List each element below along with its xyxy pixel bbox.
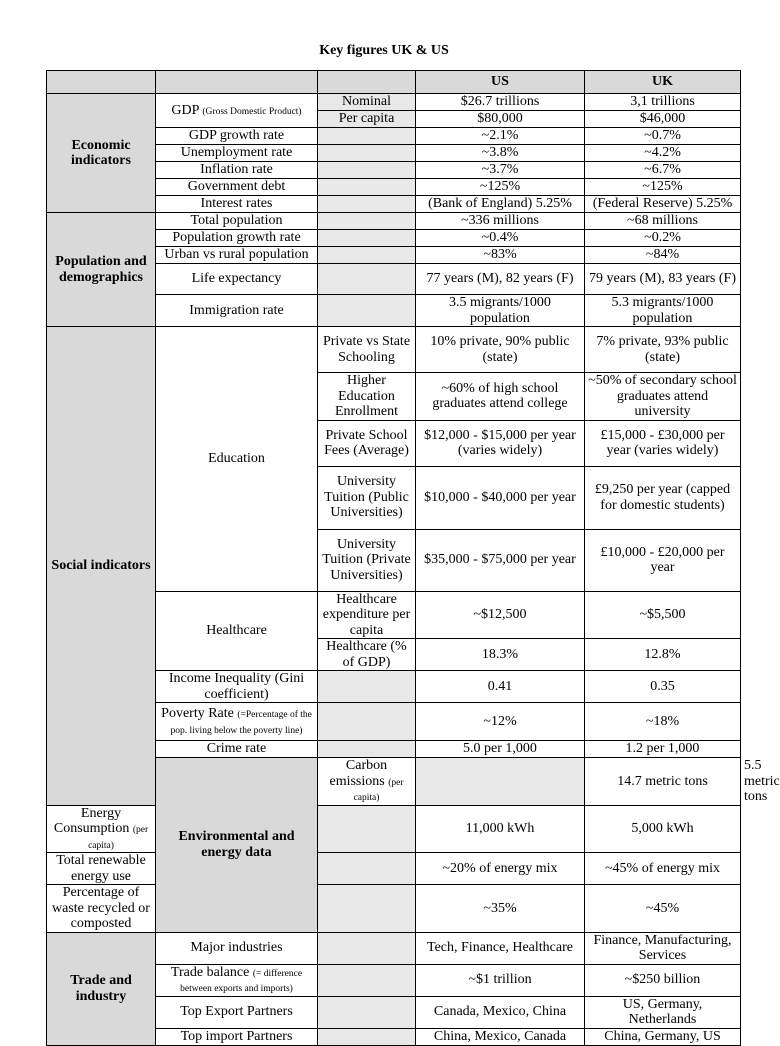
cell-uk: ~45% of energy mix [585, 853, 741, 885]
cell-uk: Finance, Manufacturing, Services [585, 932, 741, 964]
row-label: GDP growth rate [156, 128, 318, 145]
cell-us: ~$1 trillion [416, 964, 585, 996]
cell-us: 0.41 [416, 671, 585, 703]
gdp-per-capita-label: Per capita [318, 111, 416, 128]
column-header-uk: UK [585, 71, 741, 94]
cell-us: Tech, Finance, Healthcare [416, 932, 585, 964]
cell-uk: 1.2 per 1,000 [585, 741, 741, 758]
table-row [47, 932, 741, 964]
sub-label: Higher Education Enrollment [318, 373, 416, 421]
cell-us: ~20% of energy mix [416, 853, 585, 885]
cell-us: ~60% of high school graduates attend college [416, 373, 585, 421]
row-label: Poverty Rate (=Percentage of the pop. living below the poverty line) [156, 703, 318, 741]
row-label: Inflation rate [156, 162, 318, 179]
row-label: Percentage of waste recycled or composted [47, 885, 156, 933]
cell-uk: ~4.2% [585, 145, 741, 162]
cell-us: ~12% [416, 703, 585, 741]
cell-us: ~0.4% [416, 230, 585, 247]
cell-us: ~35% [416, 885, 585, 933]
page-title: Key figures UK & US [319, 43, 449, 58]
cell-us: ~83% [416, 247, 585, 264]
row-label: Trade balance (= difference between exports and imports) [156, 964, 318, 996]
cell-us: China, Mexico, Canada [416, 1028, 585, 1045]
cell-uk: £15,000 - £30,000 per year (varies widely) [585, 420, 741, 466]
cell-us: 5.0 per 1,000 [416, 741, 585, 758]
cell-us: 14.7 metric tons [585, 758, 741, 806]
row-label: Government debt [156, 179, 318, 196]
table-row [47, 853, 741, 885]
row-label: Top Export Partners [156, 996, 318, 1028]
cell-us: 77 years (M), 82 years (F) [416, 264, 585, 295]
table-row [47, 885, 741, 933]
category-social: Social indicators [47, 327, 156, 806]
cell-us: $35,000 - $75,000 per year [416, 529, 585, 591]
cell-us: ~2.1% [416, 128, 585, 145]
row-label: Crime rate [156, 741, 318, 758]
table-row [47, 94, 741, 111]
row-label: Interest rates [156, 196, 318, 213]
gdp-label: GDP (Gross Domestic Product) [156, 94, 318, 128]
cell-uk: ~18% [585, 703, 741, 741]
gdp-nominal-label: Nominal [318, 94, 416, 111]
cell-uk: ~45% [585, 885, 741, 933]
table-row [47, 327, 741, 373]
row-label: Carbon emissions (per capita) [318, 758, 416, 806]
cell-us: 18.3% [416, 639, 585, 671]
header-row [47, 71, 741, 94]
cell-uk: US, Germany, Netherlands [585, 996, 741, 1028]
cell-uk: ~0.7% [585, 128, 741, 145]
category-environment: Environmental and energy data [156, 758, 318, 933]
row-label: Unemployment rate [156, 145, 318, 162]
row-label: Total population [156, 213, 318, 230]
row-label: Life expectancy [156, 264, 318, 295]
cell-uk: £9,250 per year (capped for domestic students) [585, 466, 741, 529]
cell-us: $80,000 [416, 111, 585, 128]
sub-label: University Tuition (Public Universities) [318, 466, 416, 529]
row-label: Population growth rate [156, 230, 318, 247]
cell-uk: ~$5,500 [585, 591, 741, 639]
row-label: Immigration rate [156, 295, 318, 327]
cell-us: $26.7 trillions [416, 94, 585, 111]
cell-uk: ~50% of secondary school graduates attend university [585, 373, 741, 421]
row-label: Top import Partners [156, 1028, 318, 1045]
cell-us: $10,000 - $40,000 per year [416, 466, 585, 529]
cell-us: ~3.8% [416, 145, 585, 162]
cell-us: ~$12,500 [416, 591, 585, 639]
row-label: Major industries [156, 932, 318, 964]
healthcare-label: Healthcare [156, 591, 318, 671]
sub-label: Healthcare (% of GDP) [318, 639, 416, 671]
cell-uk: (Federal Reserve) 5.25% [585, 196, 741, 213]
cell-us: Canada, Mexico, China [416, 996, 585, 1028]
cell-uk: 0.35 [585, 671, 741, 703]
row-label: Energy Consumption (per capita) [47, 805, 156, 853]
cell-uk: 5,000 kWh [585, 805, 741, 853]
education-label: Education [156, 327, 318, 592]
table-row [47, 213, 741, 230]
sub-label: Healthcare expenditure per capita [318, 591, 416, 639]
cell-uk: $46,000 [585, 111, 741, 128]
cell-us: 11,000 kWh [416, 805, 585, 853]
category-economic: Economic indicators [47, 94, 156, 213]
column-header-us: US [416, 71, 585, 94]
cell-uk: 5.3 migrants/1000 population [585, 295, 741, 327]
cell-uk: ~68 millions [585, 213, 741, 230]
cell-uk: ~84% [585, 247, 741, 264]
cell-uk: 12.8% [585, 639, 741, 671]
cell-uk: 79 years (M), 83 years (F) [585, 264, 741, 295]
table-row: Environmental and energy data Carbon emissions (per capita) 14.7 metric tons 5.5 metric tons [47, 758, 741, 806]
cell-uk: ~$250 billion [585, 964, 741, 996]
cell-us: 10% private, 90% public (state) [416, 327, 585, 373]
cell-uk: ~125% [585, 179, 741, 196]
cell-uk: 3,1 trillions [585, 94, 741, 111]
cell-uk: ~6.7% [585, 162, 741, 179]
sub-label: Private vs State Schooling [318, 327, 416, 373]
cell-us: 3.5 migrants/1000 population [416, 295, 585, 327]
cell-us: ~336 millions [416, 213, 585, 230]
cell-uk: China, Germany, US [585, 1028, 741, 1045]
cell-us: (Bank of England) 5.25% [416, 196, 585, 213]
category-population: Population and demographics [47, 213, 156, 327]
key-figures-table [46, 70, 780, 1046]
cell-uk: 7% private, 93% public (state) [585, 327, 741, 373]
row-label: Income Inequality (Gini coefficient) [156, 671, 318, 703]
cell-us: $12,000 - $15,000 per year (varies widely) [416, 420, 585, 466]
row-label: Total renewable energy use [47, 853, 156, 885]
row-label: Urban vs rural population [156, 247, 318, 264]
table-row [47, 805, 741, 853]
cell-us: ~125% [416, 179, 585, 196]
sub-label: University Tuition (Private Universities) [318, 529, 416, 591]
cell-uk: ~0.2% [585, 230, 741, 247]
category-trade: Trade and industry [47, 932, 156, 1045]
cell-us: ~3.7% [416, 162, 585, 179]
sub-label: Private School Fees (Average) [318, 420, 416, 466]
cell-uk: £10,000 - £20,000 per year [585, 529, 741, 591]
